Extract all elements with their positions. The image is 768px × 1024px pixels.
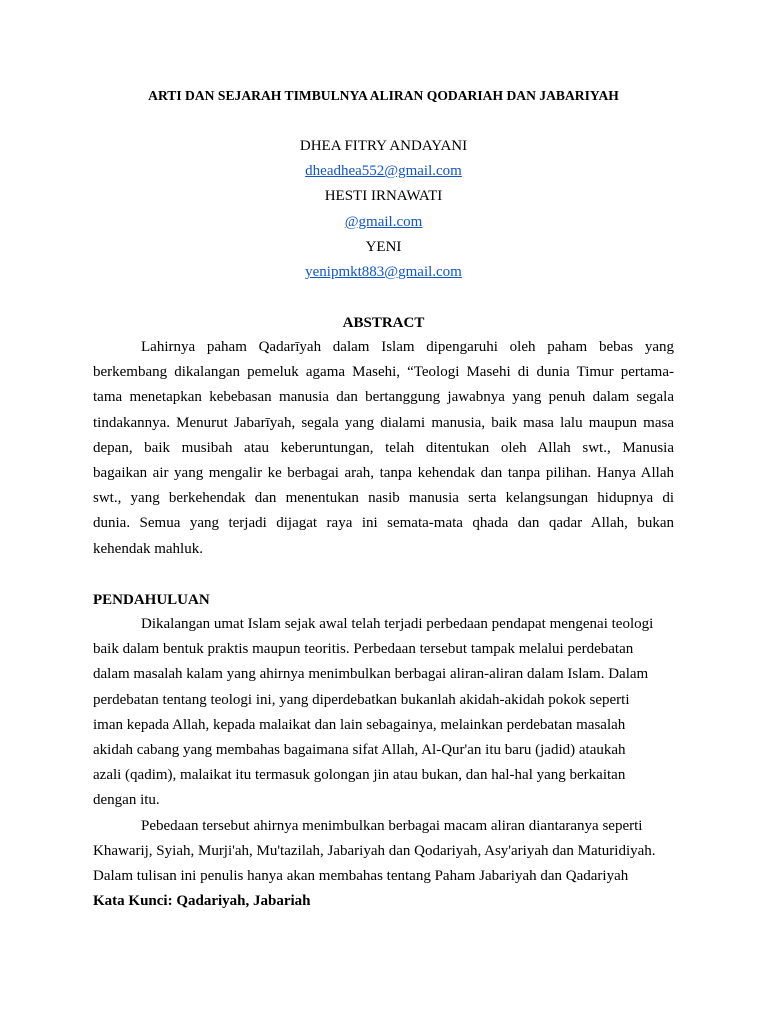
abstract-line: dunia. Semua yang terjadi dijagat raya ini semata-mata qhada dan qadar Allah, bukan — [93, 515, 674, 532]
abstract-line: bagaikan air yang mengalir ke berbagai arah, tanpa kehendak dan tanpa pilihan. Hanya Allah — [93, 464, 674, 481]
abstract-line: Lahirnya paham Qadarīyah dalam Islam dipengaruhi oleh paham bebas yang — [141, 339, 674, 355]
abstract-line: kehendak mahluk. — [93, 540, 203, 557]
paper-title: ARTI DAN SEJARAH TIMBULNYA ALIRAN QODARIAH DAN JABARIYAH — [148, 88, 619, 103]
author-name: YENI — [365, 238, 402, 255]
body-line: baik dalam bentuk praktis maupun teoritis. Perbedaan tersebut tampak melalui perdebatan — [93, 641, 634, 658]
abstract-paragraph — [93, 335, 674, 562]
abstract-heading: ABSTRACT — [342, 315, 425, 331]
author-name: DHEA FITRY ANDAYANI — [299, 138, 468, 154]
author-email-link[interactable]: yenipmkt883@gmail.com — [305, 263, 462, 280]
body-line: akidah cabang yang membahas bagaimana sifat Allah, Al-Qur'an itu baru (jadid) ataukah — [93, 741, 626, 758]
abstract-line: swt., yang berkehendak dan menentukan nasib manusia serta kelangsungan hidupnya di — [93, 490, 674, 507]
introduction-paragraph-1 — [93, 612, 674, 814]
body-line: iman kepada Allah, kepada malaikat dan lain sebagainya, melainkan perdebatan masalah — [93, 716, 626, 733]
abstract-line: berkembang dikalangan pemeluk agama Masehi, “Teologi Masehi di dunia Timur pertama- — [93, 364, 674, 381]
section-heading-introduction: PENDAHULUAN — [93, 592, 210, 608]
body-line: dengan itu. — [93, 792, 160, 809]
abstract-line: tama menetapkan kebebasan manusia dan bertanggung jawabnya yang penuh dalam segala — [93, 389, 674, 406]
body-line: Dikalangan umat Islam sejak awal telah terjadi perbedaan pendapat mengenai teologi — [141, 616, 654, 632]
introduction-paragraph-2 — [93, 814, 674, 890]
body-line: Dalam tulisan ini penulis hanya akan membahas tentang Paham Jabariyah dan Qadariyah — [93, 868, 629, 885]
body-line: Khawarij, Syiah, Murji'ah, Mu'tazilah, Jabariyah dan Qodariyah, Asy'ariyah dan Maturidiyah. — [93, 843, 656, 860]
body-line: perdebatan tentang teologi ini, yang diperdebatkan bukanlah akidah-akidah pokok seperti — [93, 691, 630, 708]
author-list — [93, 134, 674, 285]
author-name: HESTI IRNAWATI — [324, 188, 443, 205]
abstract-line: tindakannya. Menurut Jabarīyah, segala yang dialami manusia, baik masa lalu maupun masa — [93, 414, 674, 431]
body-line: azali (qadim), malaikat itu termasuk golongan jin atau bukan, dan hal-hal yang berkaitan — [93, 767, 626, 784]
abstract-line: depan, baik musibah atau keberuntungan, telah ditentukan oleh Allah swt., Manusia — [93, 439, 674, 456]
author-email-link[interactable]: @gmail.com — [344, 213, 423, 230]
body-line: dalam masalah kalam yang ahirnya menimbulkan berbagai aliran-aliran dalam Islam. Dalam — [93, 666, 649, 683]
body-line: Pebedaan tersebut ahirnya menimbulkan berbagai macam aliran diantaranya seperti — [141, 818, 643, 834]
keywords: Kata Kunci: Qadariyah, Jabariah — [93, 893, 311, 909]
author-email-link[interactable]: dheadhea552@gmail.com — [305, 163, 462, 180]
